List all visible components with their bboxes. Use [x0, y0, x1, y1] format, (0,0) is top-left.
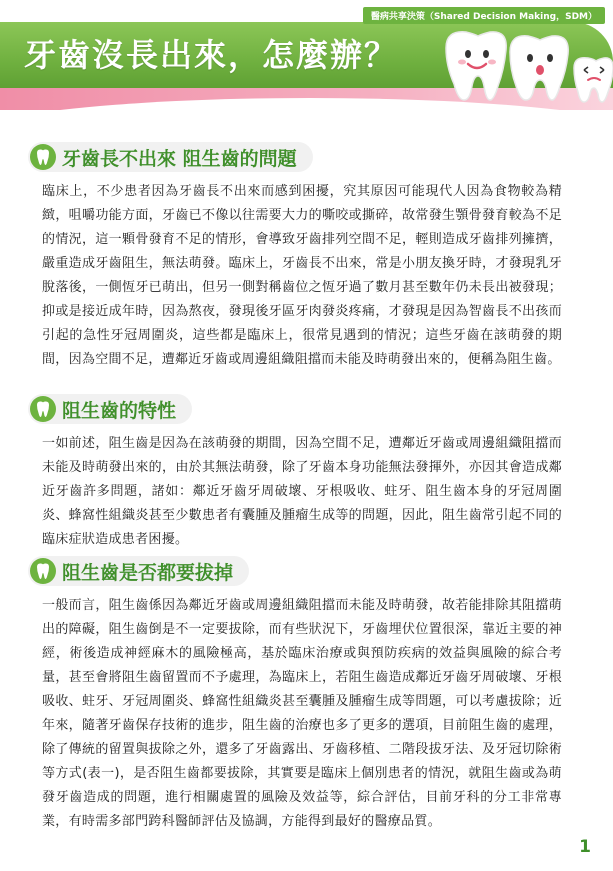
section-heading [28, 394, 192, 424]
smiling-tooth-icon [446, 32, 506, 100]
section-impacted-characteristics [28, 394, 588, 552]
page-number: 1 [579, 837, 591, 857]
header-banner [0, 0, 613, 132]
cartoon-teeth-icon [438, 26, 613, 106]
section-impacted-problem [28, 142, 588, 372]
section-body: 臨床上，不少患者因為牙齒長不出來而感到困擾，究其原因可能現代人因為食物較為精緻，咀嚼功能方面，牙齒已不像以往需要大力的嘶咬或撕碎，故常發生顎骨發育較為不足的情況，這一顆骨發育不足的情形，會導致牙齒排列空間不足，輕則造成牙齒排列擁擠，嚴重造成牙齒阻生，無法萌發。臨床上，牙齒長不出來，常是小朋友換牙時，才發現乳牙脫落後，一側恆牙已萌出，但另一側對稱齒位之恆牙過了數月甚至數年仍未長出被發現；抑或是接近成年時，因為熬夜，發現後牙區牙肉發炎疼痛，才發現是因為智齒長不出孩而引起的急性牙冠周圍炎，這些都是臨床上，很常見遇到的情況；這些牙齒在該萌發的期間，因為空間不足，遭鄰近牙齒或周邊組織阻擋而未能及時萌發出來的，便稱為阻生齒。 [42, 184, 562, 367]
surprised-tooth-icon [510, 36, 568, 100]
page-title: 牙齒沒長出來，怎麼辦？ [24, 36, 399, 74]
section-body: 一如前述，阻生齒是因為在該萌發的期間，因為空間不足，遭鄰近牙齒或周邊組織阻擋而未能及時萌發出來的，由於其無法萌發，除了牙齒本身功能無法發揮外，亦因其會造成鄰近牙齒許多問題，諸如：鄰近牙齒牙周破壞、牙根吸收、蛀牙、阻生齒本身的牙冠周圍炎、蜂窩性組織炎甚至少數患者有囊腫及腫瘤生成等的問題，因此，阻生齒常引起不同的臨床症狀造成患者困擾。 [42, 436, 562, 547]
tooth-icon [30, 558, 56, 584]
section-heading-text: 阻生齒是否都要拔掉 [62, 561, 234, 584]
section-heading [28, 556, 249, 586]
crying-tooth-icon [574, 58, 613, 102]
section-extraction-question [28, 556, 588, 834]
section-heading [28, 142, 313, 172]
tooth-icon [30, 144, 56, 170]
section-body: 一般而言，阻生齒係因為鄰近牙齒或周邊組織阻擋而未能及時萌發，故若能排除其阻擋萌出的障礙，阻生齒倒是不一定要拔除，而有些狀況下，牙齒埋伏位置很深，靠近主要的神經，術後造成神經麻木的風險極高，基於臨床治療或與預防疾病的效益與風險的綜合考量，甚至會將阻生齒留置而不予處理，為臨床上，若阻生齒造成鄰近牙齒牙周破壞、牙根吸收、蛀牙、牙冠周圍炎、蜂窩性組織炎甚至囊腫及腫瘤生成等問題，可以考慮拔除；近年來，隨著牙齒保存技術的進步，阻生齒的治療也多了更多的選項，目前阻生齒的處理，除了傳統的留置與拔除之外，還多了牙齒露出、牙齒移植、二階段拔牙法、及牙冠切除術等方式(表一)，是否阻生齒都要拔除，其實要是臨床上個別患者的情況，就阻生齒或為萌發牙齒造成的問題，進行相關處置的風險及效益等，綜合評估，目前牙科的分工非常專業，有時需多部門跨科醫師評估及協調，方能得到最好的醫療品質。 [42, 598, 562, 829]
section-heading-text: 牙齒長不出來 阻生齒的問題 [62, 147, 297, 170]
section-heading-text: 阻生齒的特性 [62, 399, 177, 422]
sdm-tag: 醫病共享決策（Shared Decision Making，SDM） [363, 7, 605, 24]
tooth-icon [30, 396, 56, 422]
